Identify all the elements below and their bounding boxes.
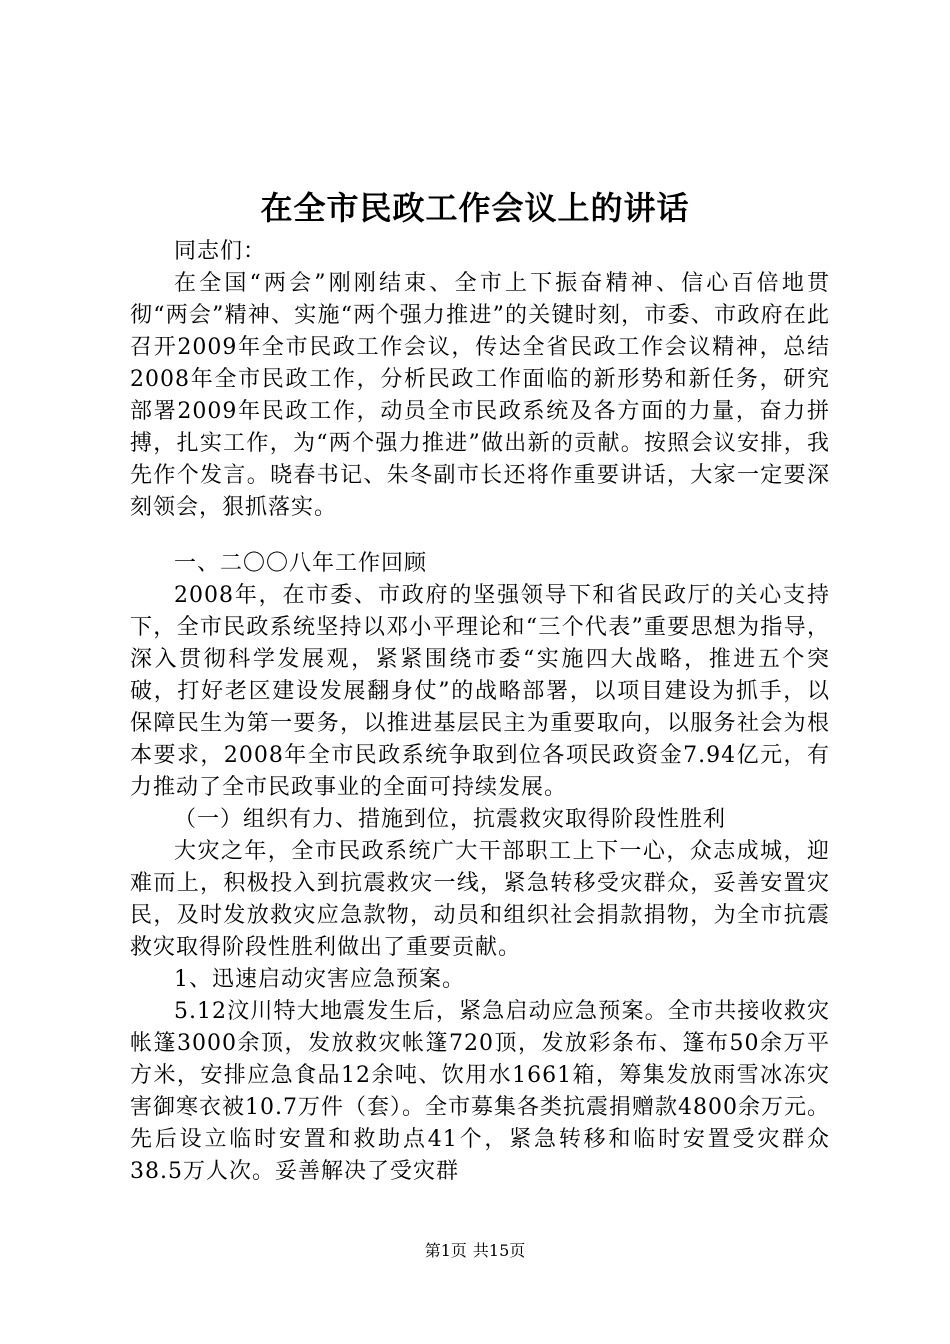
section-heading: 一、二〇〇八年工作回顾 (174, 551, 428, 576)
paragraph-spacer (130, 524, 830, 548)
subsection-heading: （一）组织有力、措施到位，抗震救灾取得阶段性胜利 (174, 807, 727, 832)
page-footer (0, 1240, 950, 1262)
document-body (130, 236, 830, 1188)
body-paragraph: 大灾之年，全市民政系统广大干部职工上下一心，众志成城，迎难而上，积极投入到抗震救灾一线，紧急转移受灾群众，妥善安置灾民，及时发放救灾应急款物，动员和组织社会捐款捐物，为全市抗震救灾取得阶段性胜利做出了重要贡献。 (130, 839, 830, 960)
item-heading: 1、迅速启动灾害应急预案。 (174, 967, 465, 992)
intro-paragraph: 在全国“两会”刚刚结束、全市上下振奋精神、信心百倍地贯彻“两会”精神、实施“两个强力推进”的关键时刻，市委、市政府在此召开2009年全市民政工作会议，传达全省民政工作会议精神，总结2008年全市民政工作，分析民政工作面临的新形势和新任务，研究部署2009年民政工作，动员全市民政系统及各方面的力量，奋力拼搏，扎实工作，为“两个强力推进”做出新的贡献。按照会议安排，我先作个发言。晓春书记、朱冬副市长还将作重要讲话，大家一定要深刻领会，狠抓落实。 (130, 271, 830, 520)
salutation: 同志们： (174, 239, 267, 264)
document-title: 在全市民政工作会议上的讲话 (260, 189, 690, 227)
page-number-current: 第1页 (424, 1241, 467, 1260)
body-paragraph: 5.12汶川特大地震发生后，紧急启动应急预案。全市共接收救灾帐篷3000余顶，发放救灾帐篷720顶，发放彩条布、篷布50余万平方米，安排应急食品12余吨、饮用水1661箱，筹集发放雨雪冰冻灾害御寒衣被10.7万件（套）。全市募集各类抗震捐赠款4800余万元。先后设立临时安置和救助点41个，紧急转移和临时安置受灾群众38.5万人次。妥善解决了受灾群 (130, 999, 830, 1184)
body-paragraph: 2008年，在市委、市政府的坚强领导下和省民政厅的关心支持下，全市民政系统坚持以邓小平理论和“三个代表”重要思想为指导，深入贯彻科学发展观，紧紧围绕市委“实施四大战略，推进五个突破，打好老区建设发展翻身仗”的战略部署，以项目建设为抓手，以保障民生为第一要务，以推进基层民主为重要取向，以服务社会为根本要求，2008年全市民政系统争取到位各项民政资金7.94亿元，有力推动了全市民政事业的全面可持续发展。 (130, 583, 830, 800)
page-number-total: 共15页 (472, 1241, 526, 1260)
